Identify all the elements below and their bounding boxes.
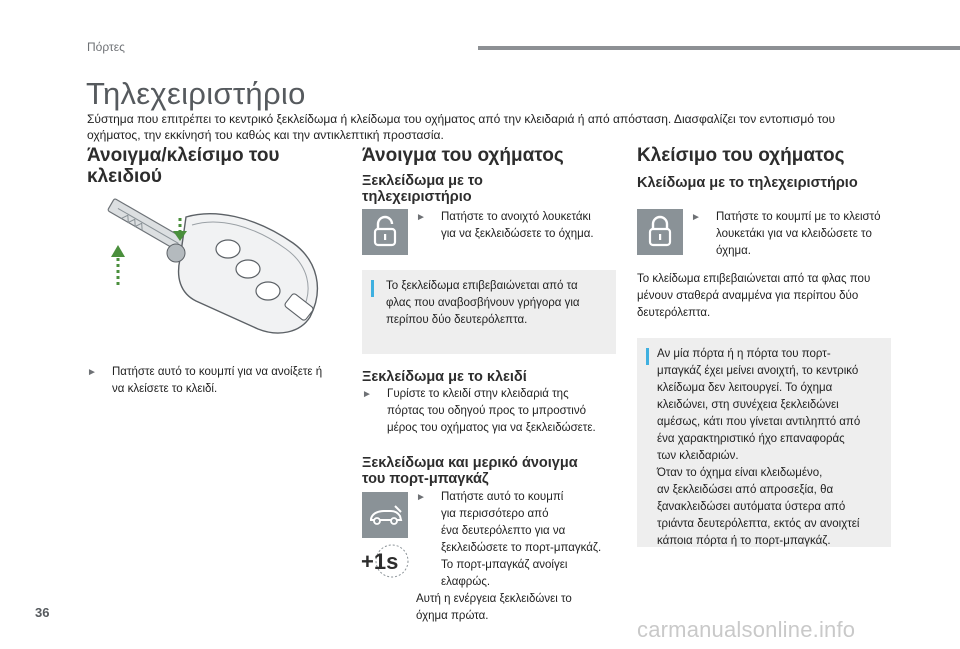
- bullet-text: Γυρίστε το κλειδί στην κλειδαριά της: [387, 388, 569, 400]
- boot-unlock-title: [362, 455, 578, 487]
- bullet-text: ξεκλειδώσετε το πορτ-μπαγκάζ.: [441, 542, 602, 554]
- bullet-text: Πατήστε το ανοιχτό λουκετάκι: [441, 211, 591, 223]
- body-line: όχημα πρώτα.: [416, 610, 489, 622]
- note-line: αμέσως, κάτι που γίνεται αντιληπτό από: [657, 416, 861, 428]
- open-padlock-icon: [362, 209, 408, 255]
- note-line: μπαγκάζ έχει μείνει ανοιχτή, το κεντρικό: [657, 365, 859, 377]
- remote-unlock-title: [362, 173, 483, 205]
- remote-lock-bullet: [691, 209, 881, 260]
- key-fob-illustration: [88, 195, 333, 340]
- note-line: ένα χαρακτηριστικό ήχο επαναφοράς: [657, 433, 845, 445]
- note-line: Αν μία πόρτα ή η πόρτα του πορτ-: [657, 348, 831, 360]
- remote-unlock-bullet: [416, 209, 594, 243]
- bullet-text: Πατήστε το κουμπί με το κλειστό: [716, 211, 881, 223]
- bullet-text: μέρος του οχήματος για να ξεκλειδώσετε.: [387, 422, 596, 434]
- note-line: φλας που αναβοσβήνουν γρήγορα για: [386, 297, 580, 309]
- subtitle-line: Ξεκλείδωμα και μερικό άνοιγμα: [362, 455, 578, 471]
- col2-title: Άνοιγμα του οχήματος: [362, 145, 564, 166]
- subtitle-line: τηλεχειριστήριο: [362, 189, 472, 205]
- key-unlock-title: Ξεκλείδωμα με το κλειδί: [362, 369, 527, 385]
- body-line: Αυτή η ενέργεια ξεκλειδώνει το: [416, 593, 572, 605]
- intro-line: Σύστημα που επιτρέπει το κεντρικό ξεκλείδωμα ή κλείδωμα του οχήματος από την κλειδαριά ή από απόσταση. Διασφαλίζει τον εντοπισμό του: [87, 112, 836, 126]
- plus-one-second-badge: [360, 543, 412, 579]
- bullet-text: για περισσότερο από: [441, 508, 549, 520]
- note-line: περίπου δύο δευτερόλεπτα.: [386, 314, 528, 326]
- pointing-triangle-icon: ►: [362, 389, 372, 400]
- boot-unlock-extra: [416, 591, 572, 625]
- body-line: δευτερόλεπτα.: [637, 307, 711, 319]
- pointing-triangle-icon: ►: [691, 212, 701, 223]
- body-line: μένουν σταθερά αναμμένα για περίπου δύο: [637, 290, 859, 302]
- body-line: Το κλείδωμα επιβεβαιώνεται από τα φλας που: [637, 273, 871, 285]
- note-text: [657, 346, 860, 550]
- bullet-text: Πατήστε αυτό το κουμπί για να ανοίξετε ή: [112, 366, 323, 378]
- note-line: των κλειδαριών.: [657, 450, 739, 462]
- remote-lock-title: Κλείδωμα με το τηλεχειριστήριο: [637, 175, 858, 191]
- note-line: ξανακλειδώσει αυτόματα ύστερα από: [657, 501, 846, 513]
- watermark: carmanualsonline.info: [637, 617, 856, 642]
- bullet-text: ένα δευτερόλεπτο για να: [441, 525, 566, 537]
- col1-title-line: Άνοιγμα/κλείσιμο του: [87, 145, 280, 166]
- note-line: κάποια πόρτα ή το πορτ-μπαγκάζ.: [657, 535, 831, 547]
- bullet-text: λουκετάκι για να κλειδώσετε το: [716, 228, 872, 240]
- pointing-triangle-icon: ►: [416, 212, 426, 223]
- subtitle-line: Ξεκλείδωμα με το: [362, 173, 483, 189]
- bullet-text: όχημα.: [716, 245, 751, 257]
- note-accent-mark: [646, 348, 649, 365]
- bullet-text: πόρτας του οδηγού προς το μπροστινό: [387, 405, 586, 417]
- note-line: κλείδωμα δεν λειτουργεί. Το όχημα: [657, 382, 833, 394]
- pointing-triangle-icon: ►: [416, 492, 426, 503]
- key-unlock-bullet: [362, 386, 596, 437]
- car-boot-icon: [362, 492, 408, 538]
- page-title: Τηλεχειριστήριο: [86, 76, 306, 111]
- bullet-text: ελαφρώς.: [441, 576, 491, 588]
- note-accent-mark: [371, 280, 374, 297]
- note-text: [386, 278, 580, 329]
- bullet-text: να κλείσετε το κλειδί.: [112, 383, 218, 395]
- intro-line: οχήματος, την εκκίνησή του καθώς και την αντικλεπτική προστασία.: [87, 128, 444, 142]
- header-rule: [478, 46, 960, 50]
- note-line: αν ξεκλειδώσει από απροσεξία, θα: [657, 484, 834, 496]
- pointing-triangle-icon: ►: [87, 367, 97, 378]
- lock-warning-note: [637, 338, 891, 547]
- intro-paragraph: [87, 111, 907, 143]
- note-line: τριάντα δευτερόλεπτα, εκτός αν ανοιχτεί: [657, 518, 860, 530]
- page-number: 36: [35, 605, 50, 620]
- boot-unlock-bullet: [416, 489, 601, 591]
- unlock-confirmation-note: [362, 270, 616, 354]
- bullet-text: Το πορτ-μπαγκάζ ανοίγει: [441, 559, 568, 571]
- note-line: Το ξεκλείδωμα επιβεβαιώνεται από τα: [386, 280, 578, 292]
- bullet-text: για να ξεκλειδώσετε το όχημα.: [441, 228, 594, 240]
- note-line: κλειδώνει, στη συνέχεια ξεκλειδώνει: [657, 399, 839, 411]
- col1-bullet: [87, 364, 322, 398]
- col1-title-line: κλειδιού: [87, 166, 162, 187]
- note-line: Όταν το όχημα είναι κλειδωμένο,: [657, 467, 823, 479]
- section-label: Πόρτες: [87, 40, 125, 54]
- bullet-text: Πατήστε αυτό το κουμπί: [441, 491, 564, 503]
- lock-confirmation-paragraph: [637, 271, 870, 322]
- col1-title: [87, 145, 279, 187]
- subtitle-line: του πορτ-μπαγκάζ: [362, 471, 489, 487]
- closed-padlock-icon: [637, 209, 683, 255]
- duration-badge-text: +1s: [361, 549, 399, 574]
- col3-title: Κλείσιμο του οχήματος: [637, 145, 845, 166]
